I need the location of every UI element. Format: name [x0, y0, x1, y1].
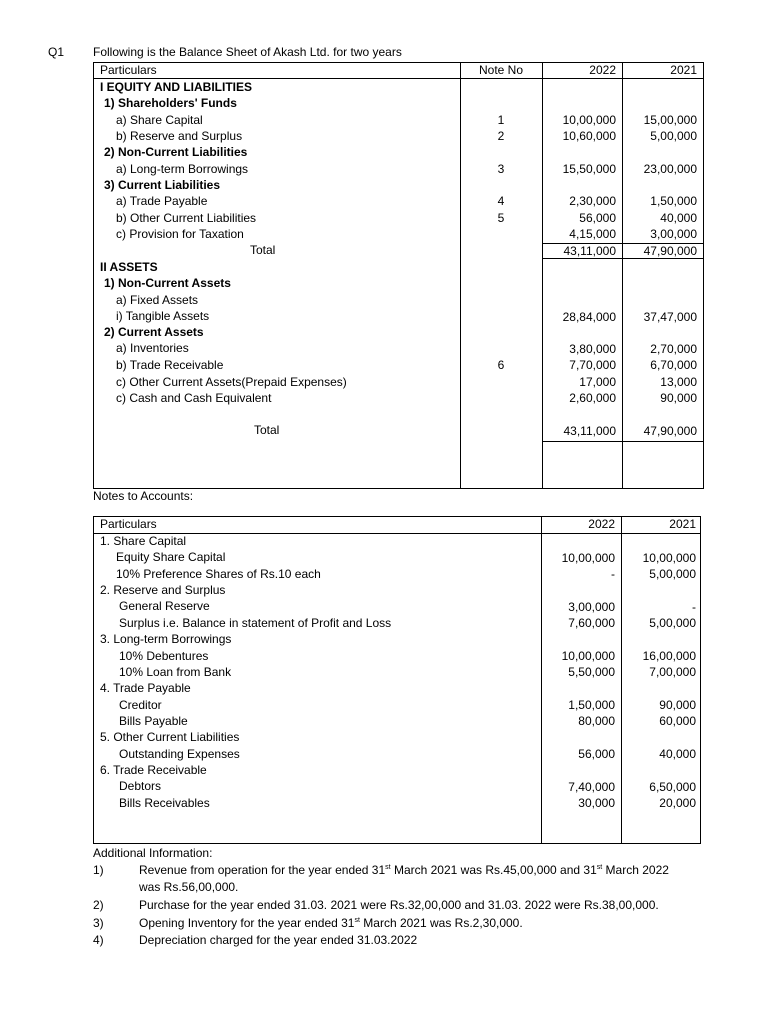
- creditor-label: Creditor: [119, 698, 162, 712]
- cash-label: c) Cash and Cash Equivalent: [116, 391, 272, 405]
- info-2-number: 2): [93, 898, 104, 912]
- provision-tax-2022: 4,15,000: [569, 227, 616, 241]
- long-term-borrowings-2022: 15,50,000: [562, 162, 616, 176]
- cash-2022: 2,60,000: [569, 391, 616, 405]
- debentures-2022: 10,00,000: [561, 649, 615, 663]
- share-capital-label: a) Share Capital: [116, 113, 203, 127]
- total-assets-label: Total: [254, 423, 280, 437]
- long-term-borrowings-note: 3: [497, 162, 505, 176]
- inventories-2022: 3,80,000: [569, 342, 616, 356]
- general-reserve-2022: 3,00,000: [568, 600, 615, 614]
- trade-payable-label: a) Trade Payable: [116, 194, 208, 208]
- surplus-label: Surplus i.e. Balance in statement of Profit and Loss: [119, 616, 392, 630]
- preference-shares-2022: -: [611, 567, 615, 581]
- surplus-2022: 7,60,000: [568, 616, 615, 630]
- trade-receivable-2021: 6,70,000: [650, 358, 697, 372]
- creditor-2022: 1,50,000: [568, 698, 615, 712]
- notes-header-2021: 2021: [669, 517, 696, 531]
- other-current-liabilities-2022: 56,000: [579, 211, 616, 225]
- long-term-borrowings-2021: 23,00,000: [643, 162, 697, 176]
- other-current-assets-2021: 13,000: [660, 375, 697, 389]
- bank-loan-label: 10% Loan from Bank: [119, 665, 232, 679]
- note-3-heading: 3. Long-term Borrowings: [100, 632, 232, 646]
- inventories-label: a) Inventories: [116, 341, 189, 355]
- share-capital-note: 1: [497, 113, 505, 127]
- total-liabilities-label: Total: [250, 243, 276, 257]
- info-1-number: 1): [93, 863, 104, 877]
- other-current-assets-label: c) Other Current Assets(Prepaid Expenses): [116, 375, 347, 389]
- reserve-surplus-note: 2: [497, 129, 505, 143]
- general-reserve-2021: -: [692, 600, 696, 614]
- outstanding-expenses-label: Outstanding Expenses: [119, 747, 240, 761]
- assets-heading: II ASSETS: [100, 260, 158, 274]
- reserve-surplus-2022: 10,60,000: [562, 129, 616, 143]
- fixed-assets-label: a) Fixed Assets: [116, 293, 199, 307]
- long-term-borrowings-label: a) Long-term Borrowings: [116, 162, 249, 176]
- info-3-number: 3): [93, 916, 104, 930]
- note-1-heading: 1. Share Capital: [100, 534, 187, 548]
- bs-header-2021: 2021: [670, 63, 697, 77]
- note-6-heading: 6. Trade Receivable: [100, 763, 207, 777]
- bs-header-particulars: Particulars: [100, 63, 157, 77]
- debtors-2022: 7,40,000: [568, 780, 615, 794]
- current-assets-heading: 2) Current Assets: [104, 325, 204, 339]
- tangible-assets-label: i) Tangible Assets: [116, 309, 210, 323]
- equity-share-capital-label: Equity Share Capital: [116, 550, 226, 564]
- current-liabilities-heading: 3) Current Liabilities: [104, 178, 221, 192]
- total-liabilities-2021: 47,90,000: [622, 243, 704, 259]
- info-1-text: Revenue from operation for the year ended 31st March 2021 was Rs.45,00,000 and 31st March 2022: [139, 863, 669, 877]
- preference-shares-2021: 5,00,000: [649, 567, 696, 581]
- bills-payable-2022: 80,000: [578, 714, 615, 728]
- non-current-assets-heading: 1) Non-Current Assets: [104, 276, 231, 290]
- tangible-assets-2021: 37,47,000: [643, 310, 697, 324]
- outstanding-expenses-2021: 40,000: [659, 747, 696, 761]
- equity-liabilities-heading: I EQUITY AND LIABILITIES: [100, 80, 253, 94]
- creditor-2021: 90,000: [659, 698, 696, 712]
- reserve-surplus-label: b) Reserve and Surplus: [116, 129, 243, 143]
- equity-share-capital-2021: 10,00,000: [642, 551, 696, 565]
- debtors-2021: 6,50,000: [649, 780, 696, 794]
- debentures-2021: 16,00,000: [642, 649, 696, 663]
- note-2-heading: 2. Reserve and Surplus: [100, 583, 226, 597]
- info-2-text: Purchase for the year ended 31.03. 2021 were Rs.32,00,000 and 31.03. 2022 were Rs.38,00,000.: [139, 898, 659, 912]
- notes-title: Notes to Accounts:: [93, 489, 194, 503]
- other-current-liabilities-note: 5: [497, 211, 505, 225]
- equity-share-capital-2022: 10,00,000: [561, 551, 615, 565]
- cash-2021: 90,000: [660, 391, 697, 405]
- note-4-heading: 4. Trade Payable: [100, 681, 191, 695]
- share-capital-2022: 10,00,000: [562, 113, 616, 127]
- trade-payable-2021: 1,50,000: [650, 194, 697, 208]
- bills-payable-label: Bills Payable: [119, 714, 188, 728]
- other-current-assets-2022: 17,000: [579, 375, 616, 389]
- debtors-label: Debtors: [119, 779, 162, 793]
- non-current-liabilities-heading: 2) Non-Current Liabilities: [104, 145, 248, 159]
- preference-shares-label: 10% Preference Shares of Rs.10 each: [116, 567, 321, 581]
- general-reserve-label: General Reserve: [119, 599, 210, 613]
- question-number: Q1: [48, 45, 65, 59]
- bills-payable-2021: 60,000: [659, 714, 696, 728]
- bs-header-note: Note No: [478, 63, 524, 77]
- trade-receivable-2022: 7,70,000: [569, 358, 616, 372]
- provision-tax-2021: 3,00,000: [650, 227, 697, 241]
- debentures-label: 10% Debentures: [119, 649, 209, 663]
- other-current-liabilities-2021: 40,000: [660, 211, 697, 225]
- note-5-heading: 5. Other Current Liabilities: [100, 730, 240, 744]
- trade-payable-2022: 2,30,000: [569, 194, 616, 208]
- tangible-assets-2022: 28,84,000: [562, 310, 616, 324]
- surplus-2021: 5,00,000: [649, 616, 696, 630]
- bank-loan-2021: 7,00,000: [649, 665, 696, 679]
- trade-receivable-label: b) Trade Receivable: [116, 358, 224, 372]
- total-liabilities-2022: 43,11,000: [542, 243, 622, 259]
- bills-receivables-label: Bills Receivables: [119, 796, 210, 810]
- bills-receivables-2022: 30,000: [578, 796, 615, 810]
- trade-payable-note: 4: [497, 194, 505, 208]
- info-4-text: Depreciation charged for the year ended 31.03.2022: [139, 933, 418, 947]
- info-4-number: 4): [93, 933, 104, 947]
- reserve-surplus-2021: 5,00,000: [650, 129, 697, 143]
- other-current-liabilities-label: b) Other Current Liabilities: [116, 211, 257, 225]
- info-3-text: Opening Inventory for the year ended 31st March 2021 was Rs.2,30,000.: [139, 916, 523, 930]
- bank-loan-2022: 5,50,000: [568, 665, 615, 679]
- inventories-2021: 2,70,000: [650, 342, 697, 356]
- outstanding-expenses-2022: 56,000: [578, 747, 615, 761]
- total-assets-2021: 47,90,000: [643, 424, 697, 438]
- provision-tax-label: c) Provision for Taxation: [116, 227, 244, 241]
- additional-title: Additional Information:: [93, 846, 213, 860]
- info-1-continuation: was Rs.56,00,000.: [139, 880, 239, 894]
- share-capital-2021: 15,00,000: [643, 113, 697, 127]
- question-intro: Following is the Balance Sheet of Akash Ltd. for two years: [93, 45, 402, 59]
- trade-receivable-note: 6: [497, 358, 505, 372]
- notes-header-particulars: Particulars: [100, 517, 157, 531]
- total-assets-2022: 43,11,000: [563, 424, 616, 438]
- bills-receivables-2021: 20,000: [659, 796, 696, 810]
- shareholders-funds-heading: 1) Shareholders' Funds: [104, 96, 237, 110]
- notes-header-2022: 2022: [588, 517, 615, 531]
- bs-header-2022: 2022: [589, 63, 616, 77]
